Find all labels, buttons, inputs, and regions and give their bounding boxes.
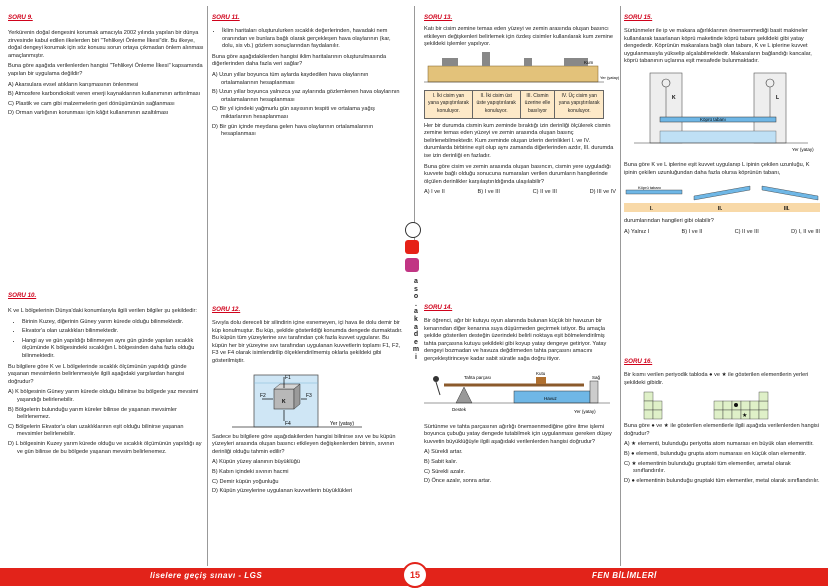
cylinder-cube-figure <box>212 369 404 431</box>
question-13-body2: Her bir durumda cismin kum zeminde bıraktığı izin derinliği ölçülerek cismin zemine temas eden yüzeyi ve zemin arasında oluşan basınç belirlenebilmektedir. Kum zeminde oluşan izlerin derinlikleri I. ve IV. durumlarda birbirine eşit olup aynı zamanda diğerlerinden azdır, III. durumda ise izin derinliği en fazladır. <box>424 122 614 159</box>
position-ii: II. <box>718 206 723 213</box>
option-c[interactable]: C) ★ elementinin bulunduğu gruptaki tüm elementler, ametal olarak sınıflandırılır. <box>624 460 791 475</box>
question-13-body: Katı bir cisim zemine temas eden yüzeyi ve zemin arasında oluşan basıncı etkileyen değişkenleri belirlemek için özdeş cisimler kullanılarak kum zemine şekildeki işlemler yapılıyor. <box>424 26 614 48</box>
option-a[interactable]: A) I ve II <box>424 189 445 196</box>
table-cell: II. İki cisim üst üste yapıştırılarak konuluyor. <box>472 90 520 118</box>
table-cell: IV. Üç cisim yan yana yapıştırılarak konuluyor. <box>555 90 604 118</box>
force-f3-label: F3 <box>306 392 312 399</box>
table-cell: III. Cismin üzerine elle basılıyor <box>520 90 555 118</box>
option-c[interactable]: C) Sürekli azalır. <box>424 468 466 475</box>
question-11-title: SORU 11. <box>212 14 240 21</box>
question-9-title: SORU 9. <box>8 14 33 21</box>
side-letter: a <box>414 278 418 285</box>
force-f4-label: F4 <box>285 420 291 427</box>
option-c[interactable]: C) Demir küpün yoğunluğu <box>212 478 279 485</box>
question-10-intro: K ve L bölgelerinin Dünya'daki konumlarıyla ilgili verilen bilgiler şu şekildedir: <box>8 308 197 314</box>
option-b[interactable]: B) ● elementi, bulunduğu grupta atom numarası en küçük olan elementtir. <box>624 450 807 457</box>
side-letter: a <box>414 323 418 331</box>
force-f1-label: F1 <box>285 374 291 381</box>
question-15-stem: Buna göre K ve L iplerine eşit kuvvet uygulanıp L ipinin çekilen uzunluğu, K ipinin çekilen uzunluğundan daha fazla olursa köprünün tabanı, <box>624 161 810 176</box>
question-15-options <box>624 229 820 237</box>
plank-label: Tahta parçası <box>464 374 492 380</box>
question-13-title: SORU 13. <box>424 14 453 21</box>
plank-label: Köprü tabanı <box>638 185 661 191</box>
side-vertical-text <box>412 278 420 362</box>
question-9 <box>8 30 204 120</box>
plank-pool-figure <box>424 367 616 421</box>
option-c[interactable]: C) Plastik ve cam gibi malzemelerin geri dönüşümünün sağlanması <box>8 100 175 107</box>
option-d[interactable]: D) I, II ve III <box>791 228 820 235</box>
side-letter: k <box>414 315 418 323</box>
question-15-body: Sürtünmeler ile ip ve makara ağırlıklarının önemsenmediği basit makineler kullanılarak tasarlanan köprü maketinde köprü tabanı şekildeki gibi yatay dengededir. Köprünün makaralara bağlı olan tabanı, K ve L iplerine kuvvet uygulanmasıyla yükselip alçalabilmektedir. Makaraların bağlandığı kancalar, köprü tabanının uçlarına eşit mesafede bulunmaktadır. <box>624 28 812 65</box>
support-label: Destek <box>452 406 467 412</box>
pool-label: Havuz <box>544 395 557 401</box>
floor-label: Yer (yatay) <box>330 420 354 427</box>
question-9-stem: Buna göre aşağıda verilenlerden hangisi "Tehlikeyi Önleme İlkesi" kapsamında yapılan bir uygulama değildir? <box>8 63 203 77</box>
question-13-table <box>424 90 604 119</box>
footer-left-text: liselere geçiş sınavı - LGS <box>150 571 263 580</box>
rope-l-label: L <box>776 94 780 101</box>
floor-label: Yer (yatay) <box>600 74 620 80</box>
question-12-title: SORU 12. <box>212 306 241 313</box>
question-11 <box>212 28 404 141</box>
question-10-title: SORU 10. <box>8 292 37 299</box>
circle-element-icon <box>734 403 738 407</box>
question-12-stem: Sadece bu bilgilere göre aşağıdakilerden hangisi bilinirse sıvı ve bu küpün yüzeyleri arasında oluşan basıncı etkileyen değişkenlerden birinin, sıvının derinliği olduğu tahmin edilir? <box>212 433 396 455</box>
option-b[interactable]: B) Kabın içindeki sıvının hacmi <box>212 468 289 475</box>
column-divider <box>620 6 621 566</box>
sand-figure <box>424 52 620 88</box>
question-15 <box>624 28 820 236</box>
question-13-options <box>424 189 616 197</box>
option-b[interactable]: B) Atmosfere karbondioksit veren enerji kaynaklarının kullanımının arttırılması <box>8 91 201 98</box>
side-letter: o <box>413 293 419 301</box>
option-d[interactable]: D) III ve IV <box>589 189 616 196</box>
option-d[interactable]: D) Önce azalır, sonra artar. <box>424 478 492 485</box>
option-a[interactable]: A) Uzun yıllar boyunca tüm aylarda kaydedilen hava olaylarının ortalamalarının hesaplanması <box>212 71 369 86</box>
bridge-figure <box>624 69 820 159</box>
floor-label: Yer (yatay) <box>574 408 596 414</box>
option-c[interactable]: C) II ve III <box>532 189 557 196</box>
box-label: Kutu <box>536 370 546 376</box>
question-10-stem: Bu bilgilere göre K ve L bölgelerinde sıcaklık ölçümünün yapıldığı günde yaşanan mevsimlerin belirlenmesiyle ilgili aşağıdaki yargılardan hangisi doğrudur? <box>8 363 187 385</box>
force-f2-label: F2 <box>260 392 266 399</box>
question-12 <box>212 320 404 498</box>
list-item: • İklim haritaları oluşturulurken sıcaklık değerlerinden, havadaki nem oranından ve bunlara bağlı olarak gerçekleşen hava olaylarının (kar, dolu, sis vb.) gözlem sonuçlarından faydalanılır. <box>222 28 404 51</box>
question-15-title: SORU 15. <box>624 14 653 21</box>
position-i: I. <box>650 206 653 213</box>
question-16-body: Bir kısmı verilen periyodik tabloda ● ve ★ ile gösterilen elementlerin yerleri şekildeki gibidir. <box>624 372 809 386</box>
side-letter: . <box>415 300 417 308</box>
question-14-title: SORU 14. <box>424 304 453 311</box>
list-item: • Hangi ay ve gün yapıldığı bilinmeyen aynı gün günde yapılan sıcaklık ölçümünde K bölgesindeki sıcaklığın L bölgesinden daha fazla olduğu bilinmektedir. <box>22 338 204 361</box>
table-cell: I. İki cisim yan yana yapıştırılarak konuluyor. <box>425 90 473 118</box>
option-c[interactable]: C) II ve III <box>734 228 759 235</box>
star-element-icon: ★ <box>742 413 748 420</box>
footer-right-text: FEN BİLİMLERİ <box>592 571 657 580</box>
question-10 <box>8 308 204 458</box>
option-d[interactable]: D) Orman varlığının korunması için kâğıt kullanımının azaltılması <box>8 110 169 117</box>
side-letter: a <box>414 308 418 316</box>
wall-label: Sağ <box>592 374 601 380</box>
question-10-bullets <box>8 319 204 361</box>
side-letter: s <box>414 285 418 293</box>
position-iii: III. <box>784 206 790 213</box>
question-16 <box>624 372 820 487</box>
option-b[interactable]: B) I ve II <box>681 228 703 235</box>
sand-label: Kum <box>584 59 594 65</box>
bridge-label: Köprü tabanı <box>700 116 726 122</box>
option-b[interactable]: B) I ve III <box>477 189 500 196</box>
option-a[interactable]: A) ★ elementi, bulunduğu periyotta atom numarası en büyük olan elementtir. <box>624 441 814 448</box>
option-a[interactable]: A) Sürekli artar. <box>424 449 463 456</box>
cube-k-label: K <box>282 398 286 405</box>
option-d[interactable]: D) Bir gün içinde meydana gelen hava olaylarının ortalamalarının hesaplanması <box>212 123 374 138</box>
question-13 <box>424 26 620 197</box>
question-11-stem: Buna göre aşağıdakilerden hangisi iklim haritalarının oluşturulmasında diğerlerinden daha fazla veri sağlar? <box>212 53 387 68</box>
question-11-bullets <box>212 28 404 51</box>
side-letter: i <box>415 353 417 361</box>
question-14 <box>424 318 616 488</box>
side-letter: e <box>414 338 418 346</box>
option-b[interactable]: B) Bölgelerin bulunduğu yarım küreler bilinse de yaşanan mevsimler belirlenemez. <box>8 406 177 421</box>
page-number: 15 <box>402 562 428 588</box>
instagram-icon[interactable] <box>405 258 419 272</box>
option-a[interactable]: A) K bölgesinin Güney yarım kürede olduğu bilinirse bu bölgede yaz mevsimi yaşandığı belirlenebilir. <box>8 389 199 403</box>
rope-k-label: K <box>672 94 676 101</box>
option-a[interactable]: A) Akarsulara evsel atıkların karışmasının önlenmesi <box>8 81 139 88</box>
option-c[interactable]: C) Bölgelerin Ekvator'a olan uzaklıklarının eşit olduğu bilinirse yaşanan mevsimler belirlenebilir. <box>8 423 184 438</box>
question-9-body: Yerkürenin doğal dengesini korumak amacıyla 2002 yılında yapılan bir dünya zirvesinde kabul edilen ilkelerden biri "Tehlikeyi Önleme İlkesi"dir. Bu ilkeye, doğal dengeyi korumak için söz konusu sorun ortaya çıkmadan önlem alınması amaçlanmıştır. <box>8 30 204 59</box>
question-12-body: Sıvıyla dolu dereceli bir silindirin içine esnemeyen, içi hava ile dolu demir bir küp konulmuştur. Bu küp, şekilde gösterildiği konumda dengede durmaktadır. Bu küpün tüm yüzeylerine sıvı tarafından çok fazla kuvvet uygulanır. Bu küpün her bir yüzeyine sıvı tarafından uygulanan kuvvetlerin toplamı F1, F2, F3 ve F4 olarak isimlendirilip ölçeklendirilmemiş oklarla şekildeki gibi gösterilmiştir. <box>212 320 403 364</box>
question-14-stem: Sürtünme ve tahta parçasının ağırlığı önemsenmediğine göre itme işlemi boyunca çubuğu yatay dengede tutabilmek için uygulanması gereken düşey kuvvetin büyüklüğüyle ilgili aşağıdaki verilenlerden hangisi doğrudur? <box>424 423 612 445</box>
question-15-stem2: durumlarından hangileri gibi olabilir? <box>624 218 714 225</box>
question-14-body: Bir öğrenci, ağır bir kutuyu oyun alanında bulunan küçük bir havuzun bir kenarından diğer kenarına suya düşürmeden geçirmek istiyor. Bu amaçla şekilde gösterilen desteğin üzerindeki belirli noktaya eşit bölmelendirilmiş tahta parçasına kutuyu şekildeki gibi koyup yatay dengeye getiriyor. Yatay dengeyi bozmadan ve havuza değdirmeden tahta parçasını amacını gerçekleştirinceye kadar sabit süratle sağa doğru itiyor. <box>424 318 607 362</box>
option-a[interactable]: A) Küpün yüzey alanının büyüklüğü <box>212 459 301 466</box>
youtube-icon[interactable] <box>405 240 419 254</box>
option-b[interactable]: B) Sabit kalır. <box>424 458 458 465</box>
bridge-positions-figure <box>624 180 820 214</box>
option-a[interactable]: A) Yalnız I <box>624 228 650 235</box>
column-divider <box>414 6 415 246</box>
periodic-table-figure <box>624 390 820 420</box>
side-letter: d <box>413 331 419 339</box>
side-letter: m <box>412 346 420 354</box>
brand-logo-icon <box>405 222 421 238</box>
option-d[interactable]: D) ● elementinin bulunduğu gruptaki tüm elementler, metal olarak sınıflandırılır. <box>624 477 820 484</box>
option-d[interactable]: D) L bölgesinin Kuzey yarım kürede olduğu ve sıcaklık ölçümünün yapıldığı ay ve gün bilinse de bu bölgede yaşanan mevsim belirlenemez. <box>8 440 202 455</box>
column-divider <box>207 6 208 566</box>
question-16-title: SORU 16. <box>624 358 653 365</box>
question-16-stem: Buna göre ● ve ★ ile gösterilen elementlerle ilgili aşağıda verilenlerden hangisi doğrudur? <box>624 423 819 437</box>
floor-label: Yer (yatay) <box>792 146 814 152</box>
option-b[interactable]: B) Uzun yıllar boyunca yalnızca yaz aylarında gözlemlenen hava olaylarının ortalamalarının hesaplanması <box>212 89 400 103</box>
option-d[interactable]: D) Küpün yüzeylerine uygulanan kuvvetlerin büyüklükleri <box>212 488 353 495</box>
option-c[interactable]: C) Bir yıl içindeki yağmurlu gün sayısının tespiti ve ortalama yağış miktarlarının hesaplanması <box>212 106 375 120</box>
question-13-stem: Buna göre cisim ve zemin arasında oluşan basıncın, cismin yere uyguladığı kuvvete bağlı olduğu sonucuna numaraları verilen durumların hangilerinde ölçülen derinlikler karşılaştırıldığında ulaşılabilir? <box>424 163 611 185</box>
list-item: • Ekvator'a olan uzaklıkları bilinmektedir. <box>22 328 204 336</box>
list-item: • Birinin Kuzey, diğerinin Güney yarım kürede olduğu bilinmektedir. <box>22 319 204 327</box>
